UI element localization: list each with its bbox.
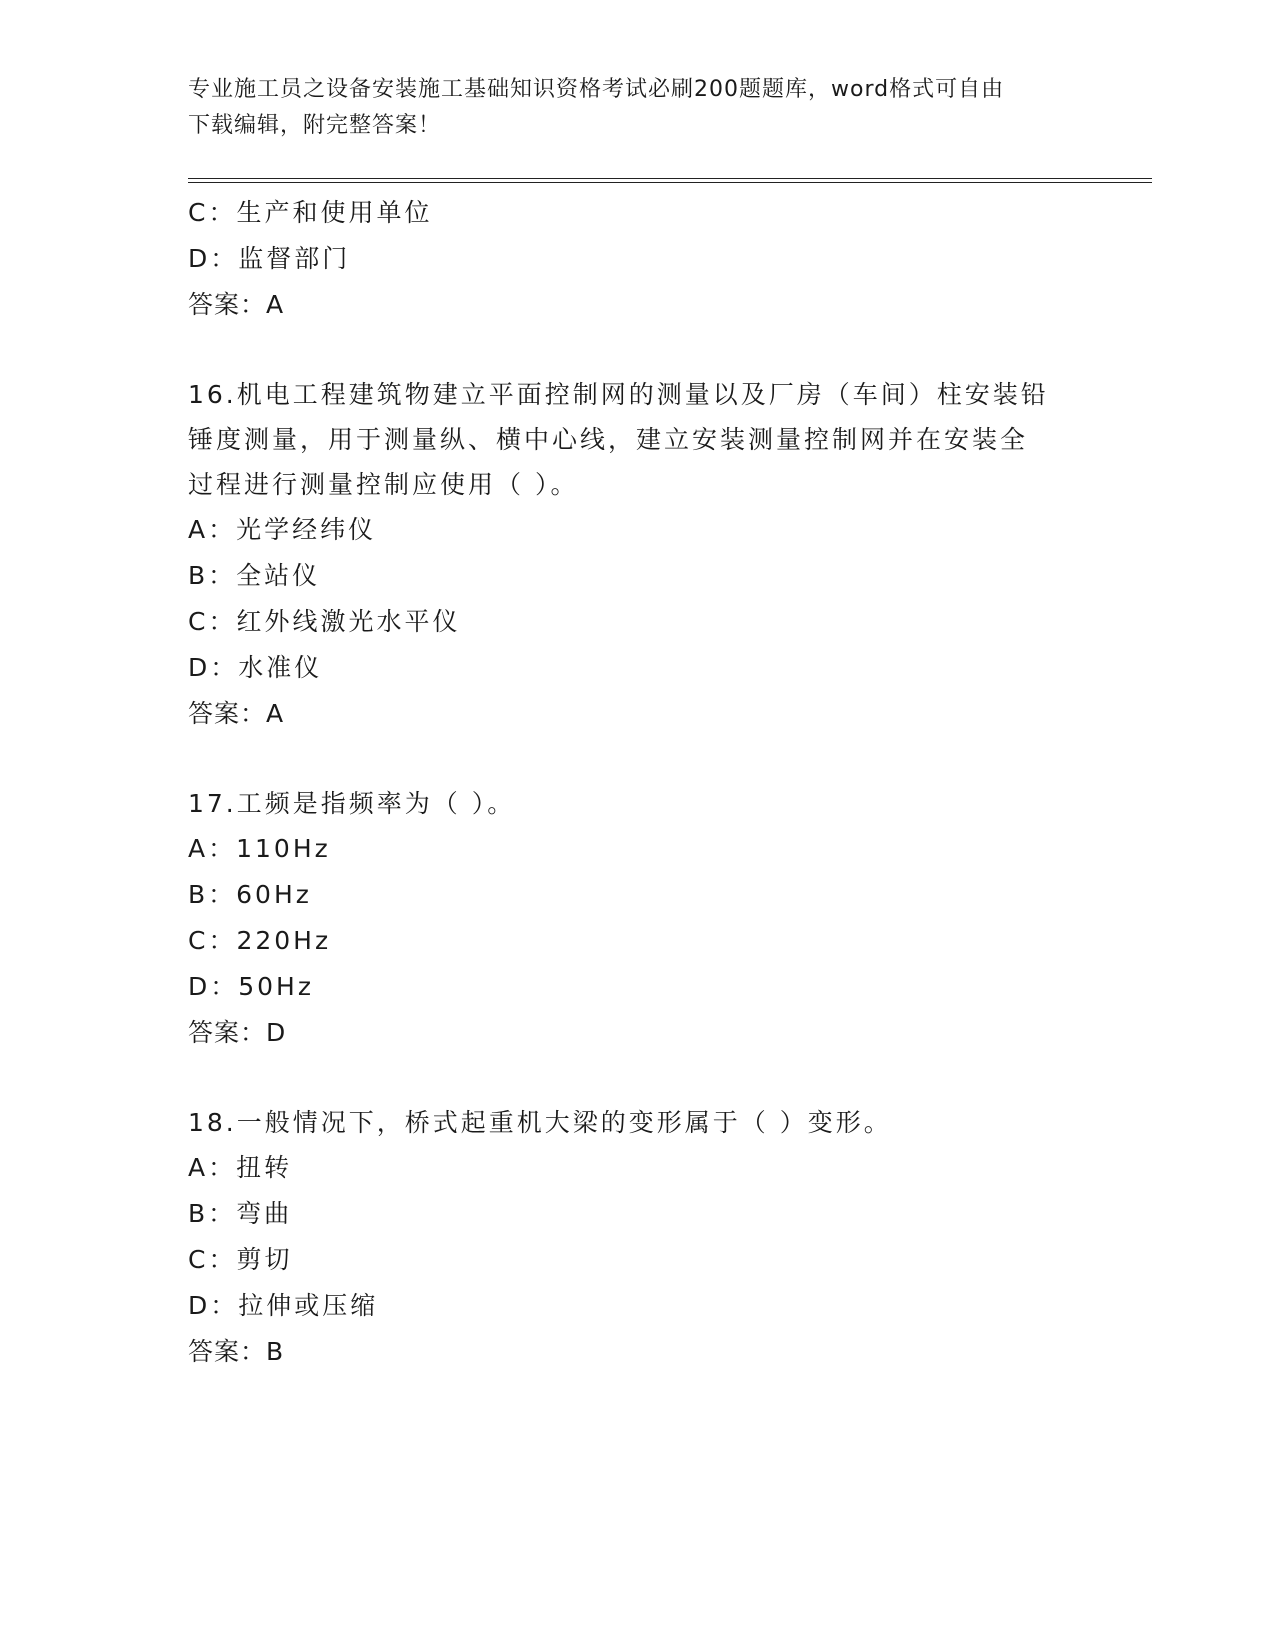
question-18 [188, 1100, 1088, 1375]
question-stem-line-1: 16.机电工程建筑物建立平面控制网的测量以及厂房（车间）柱安装铅 [188, 380, 1049, 409]
document-header [188, 72, 1068, 144]
question-17 [188, 781, 1088, 1056]
option-d: D：拉伸或压缩 [188, 1291, 379, 1320]
answer: 答案：A [188, 699, 285, 728]
answer: 答案：A [188, 290, 285, 319]
spacer [188, 1056, 1088, 1100]
spacer [188, 737, 1088, 781]
option-c: C：220Hz [188, 926, 332, 955]
spacer [188, 328, 1088, 372]
option-c: C：生产和使用单位 [188, 198, 433, 227]
question-15-continued [188, 190, 1088, 328]
option-a: A：光学经纬仪 [188, 515, 377, 544]
option-a: A：扭转 [188, 1153, 293, 1182]
header-title-line-1: 专业施工员之设备安装施工基础知识资格考试必刷200题题库，word格式可自由 [188, 77, 1005, 102]
option-b: B：弯曲 [188, 1199, 293, 1228]
header-title-line-2: 下载编辑，附完整答案！ [188, 113, 442, 138]
question-16 [188, 372, 1088, 737]
answer: 答案：B [188, 1337, 285, 1366]
question-stem-line-1: 18.一般情况下，桥式起重机大梁的变形属于（ ）变形。 [188, 1108, 892, 1137]
option-b: B：全站仪 [188, 561, 321, 590]
answer: 答案：D [188, 1018, 287, 1047]
question-content [188, 190, 1088, 1375]
option-b: B：60Hz [188, 880, 312, 909]
header-divider [188, 178, 1152, 183]
option-d: D：水准仪 [188, 653, 323, 682]
option-c: C：红外线激光水平仪 [188, 607, 461, 636]
option-d: D：监督部门 [188, 244, 351, 273]
option-a: A：110Hz [188, 834, 331, 863]
option-d: D：50Hz [188, 972, 314, 1001]
question-stem-line-2: 锤度测量，用于测量纵、横中心线，建立安装测量控制网并在安装全 [188, 425, 1029, 454]
option-c: C：剪切 [188, 1245, 293, 1274]
question-stem-line-1: 17.工频是指频率为（ ）。 [188, 789, 516, 818]
question-stem-line-3: 过程进行测量控制应使用（ ）。 [188, 470, 579, 499]
